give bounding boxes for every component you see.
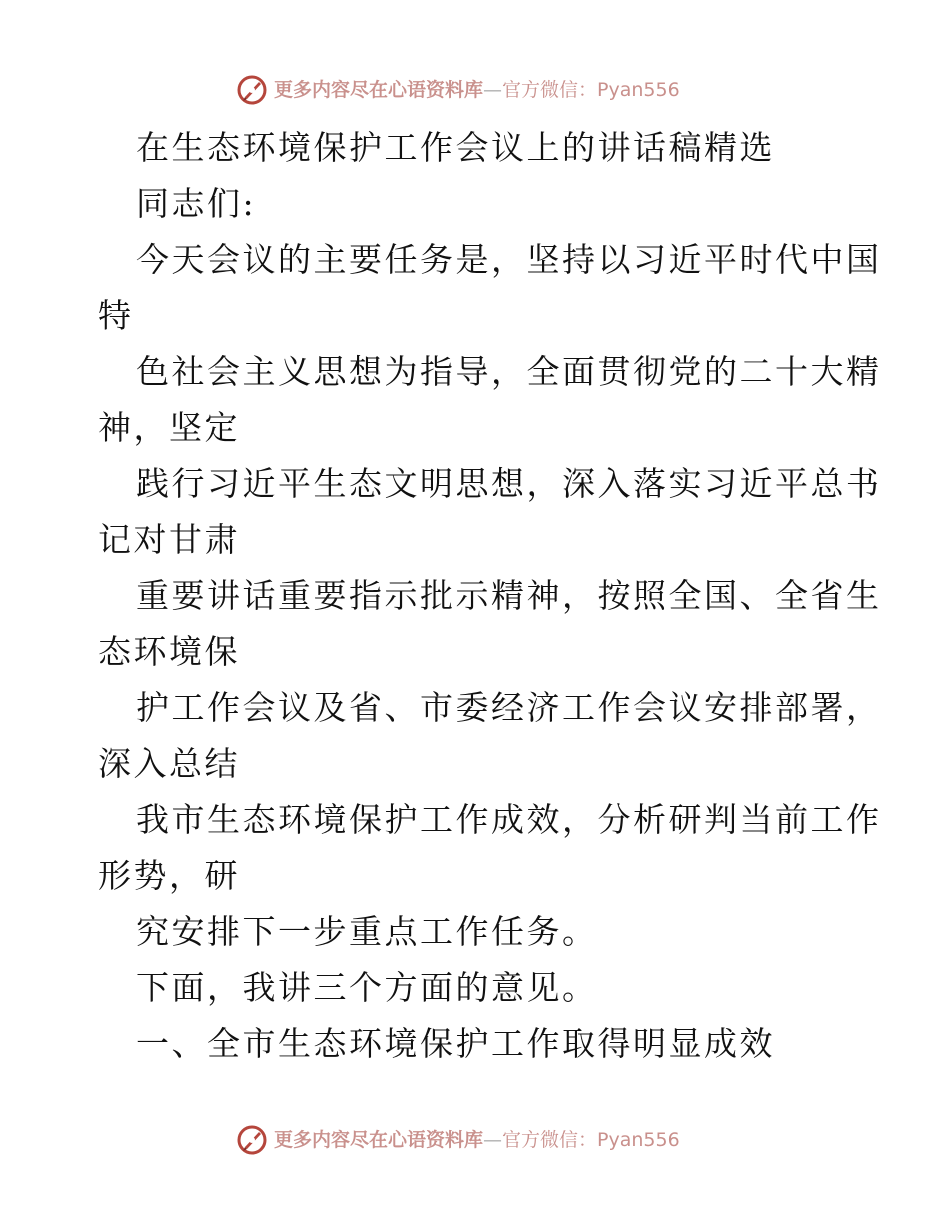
text-line: 神，坚定 <box>98 408 240 447</box>
text-line: 护工作会议及省、市委经济工作会议安排部署， <box>136 688 882 727</box>
text-line: 态环境保 <box>98 632 240 671</box>
text-line: 重要讲话重要指示批示精神，按照全国、全省生 <box>136 576 882 615</box>
text-line: 色社会主义思想为指导，全面贯彻党的二十大精 <box>136 352 882 391</box>
text-line: 今天会议的主要任务是，坚持以习近平时代中国 <box>136 240 882 279</box>
header-watermark <box>236 72 680 108</box>
text-line: 在生态环境保护工作会议上的讲话稿精选 <box>136 128 775 167</box>
text-line: 践行习近平生态文明思想，深入落实习近平总书 <box>136 464 882 503</box>
text-line: 记对甘肃 <box>98 520 240 559</box>
text-line: 一、全市生态环境保护工作取得明显成效 <box>136 1024 775 1063</box>
watermark-account: 官方微信：Pyan556 <box>502 78 680 101</box>
text-line: 我市生态环境保护工作成效，分析研判当前工作 <box>136 800 882 839</box>
text-line: 究安排下一步重点工作任务。 <box>136 912 598 951</box>
text-line: 同志们: <box>136 184 257 223</box>
watermark-account: 官方微信：Pyan556 <box>502 1128 680 1151</box>
text-line: 深入总结 <box>98 744 240 783</box>
watermark-separator: — <box>483 78 503 101</box>
watermark-main-text: 更多内容尽在心语资料库 <box>274 1128 484 1151</box>
quill-logo-icon <box>236 74 268 106</box>
text-line: 下面，我讲三个方面的意见。 <box>136 968 598 1007</box>
footer-watermark <box>236 1122 680 1158</box>
text-line: 形势，研 <box>98 856 240 895</box>
watermark-main-text: 更多内容尽在心语资料库 <box>274 78 484 101</box>
watermark-separator: — <box>483 1128 503 1151</box>
text-line: 特 <box>98 296 134 335</box>
document-body <box>98 120 882 1072</box>
quill-logo-icon <box>236 1124 268 1156</box>
